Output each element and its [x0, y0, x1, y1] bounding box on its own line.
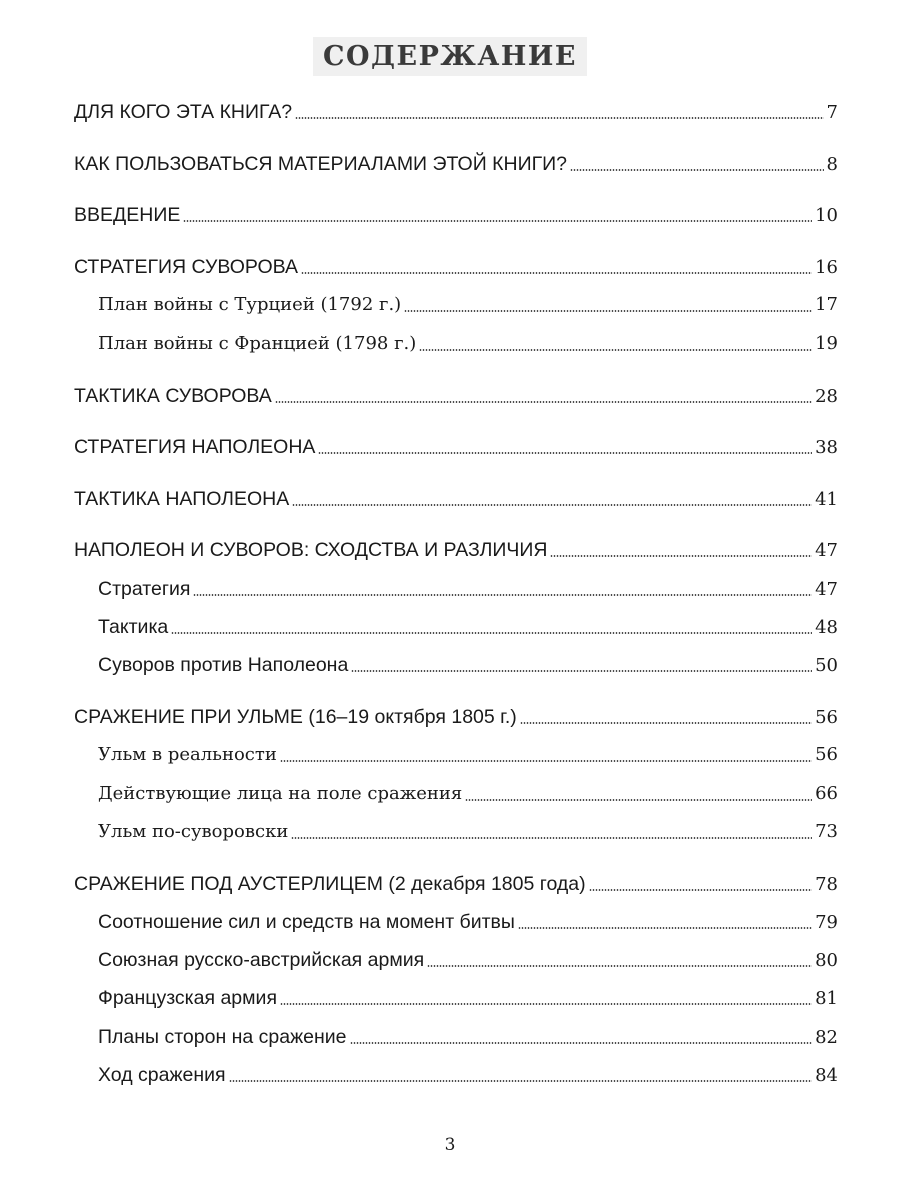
toc-heading [0, 30, 900, 82]
dot-leader [520, 722, 812, 724]
toc-entry-page: 28 [815, 386, 838, 407]
toc-subentry[interactable] [98, 819, 838, 845]
toc-entry-title: СТРАТЕГИЯ НАПОЛЕОНА [74, 436, 316, 458]
dot-leader [589, 889, 813, 891]
toc-subentry[interactable] [98, 909, 838, 935]
toc-entry-title: Стратегия [98, 578, 191, 600]
toc-entry-title: Ульм в реальности [98, 744, 277, 765]
toc-entry[interactable] [74, 704, 838, 730]
toc-entry[interactable] [74, 537, 838, 563]
dot-leader [275, 401, 812, 403]
toc-entry-title: Действующие лица на поле сражения [98, 783, 463, 804]
toc-entry[interactable] [74, 202, 838, 228]
toc-entry-page: 19 [815, 333, 838, 354]
toc-subentry[interactable] [98, 331, 838, 357]
toc-entry[interactable] [74, 486, 838, 512]
dot-leader [570, 169, 824, 171]
toc-subentry[interactable] [98, 576, 838, 602]
toc-entry-page: 56 [815, 744, 838, 765]
toc-entry-page: 41 [815, 489, 838, 510]
toc-entry-title: СТРАТЕГИЯ СУВОРОВА [74, 256, 298, 278]
toc-entry-page: 48 [815, 617, 838, 638]
toc-entry[interactable] [74, 254, 838, 280]
toc-entry-page: 56 [815, 707, 838, 728]
dot-leader [292, 504, 812, 506]
toc-subentry[interactable] [98, 292, 838, 318]
toc-entry-page: 50 [815, 655, 838, 676]
dot-leader [280, 1003, 812, 1005]
toc-entry[interactable] [74, 99, 838, 125]
toc-entry-title: Суворов против Наполеона [98, 654, 349, 676]
toc-entry-page: 8 [826, 154, 838, 175]
toc-entry[interactable] [74, 871, 838, 897]
dot-leader [404, 310, 812, 312]
dot-leader [419, 349, 812, 351]
toc-entry-page: 10 [815, 205, 838, 226]
toc-entry-title: КАК ПОЛЬЗОВАТЬСЯ МАТЕРИАЛАМИ ЭТОЙ КНИГИ? [74, 153, 568, 175]
toc-entry-title: СРАЖЕНИЕ ПОД АУСТЕРЛИЦЕМ (2 декабря 1805 года) [74, 873, 586, 895]
dot-leader [295, 117, 823, 119]
toc-entry-title: ДЛЯ КОГО ЭТА КНИГА? [74, 101, 293, 123]
toc-subentry[interactable] [98, 652, 838, 678]
toc-entry[interactable] [74, 434, 838, 460]
page-number: 3 [444, 1135, 456, 1155]
toc-entry-title: Французская армия [98, 987, 278, 1009]
toc-entry[interactable] [74, 383, 838, 409]
toc-entry-title: Тактика [98, 616, 169, 638]
toc-entry-title: Ход сражения [98, 1064, 226, 1086]
toc-subentry[interactable] [98, 1024, 838, 1050]
toc-entry-page: 84 [815, 1065, 838, 1086]
toc-entry-title: Ульм по-суворовски [98, 821, 289, 842]
dot-leader [350, 1042, 813, 1044]
toc-entry-page: 16 [815, 257, 838, 278]
dot-leader [550, 555, 812, 557]
toc-entry-title: ВВЕДЕНИЕ [74, 204, 181, 226]
toc-entry-title: Союзная русско-австрийская армия [98, 949, 425, 971]
toc-entry-page: 38 [815, 437, 838, 458]
toc-entry-page: 80 [815, 950, 838, 971]
toc-entry-page: 17 [815, 294, 838, 315]
toc-subentry[interactable] [98, 947, 838, 973]
dot-leader [318, 452, 812, 454]
toc-subentry[interactable] [98, 1062, 838, 1088]
toc-subentry[interactable] [98, 985, 838, 1011]
dot-leader [351, 670, 812, 672]
toc-entry-page: 79 [815, 912, 838, 933]
toc-entry-page: 47 [815, 579, 838, 600]
toc-entry-page: 73 [815, 821, 838, 842]
toc-entry-page: 82 [815, 1027, 838, 1048]
dot-leader [291, 837, 812, 839]
toc-entry-page: 66 [815, 783, 838, 804]
dot-leader [301, 272, 812, 274]
toc-entry-page: 81 [815, 988, 838, 1009]
toc-entry-title: План войны с Турцией (1792 г.) [98, 294, 402, 315]
toc-entry-title: ТАКТИКА СУВОРОВА [74, 385, 272, 407]
toc-subentry[interactable] [98, 614, 838, 640]
toc-entry-page: 78 [815, 874, 838, 895]
dot-leader [229, 1080, 813, 1082]
toc-heading-text: СОДЕРЖАНИЕ [313, 37, 587, 76]
toc-subentry[interactable] [98, 742, 838, 768]
dot-leader [465, 799, 812, 801]
toc-entry-title: ТАКТИКА НАПОЛЕОНА [74, 488, 290, 510]
dot-leader [280, 760, 812, 762]
toc-entry-title: Планы сторон на сражение [98, 1026, 347, 1048]
toc-entry-title: План войны с Францией (1798 г.) [98, 333, 417, 354]
toc-subentry[interactable] [98, 781, 838, 807]
toc-entry-page: 47 [815, 540, 838, 561]
toc-entry-title: СРАЖЕНИЕ ПРИ УЛЬМЕ (16–19 октября 1805 г.) [74, 706, 517, 728]
toc-entry[interactable] [74, 151, 838, 177]
dot-leader [171, 632, 812, 634]
dot-leader [183, 220, 812, 222]
toc-entry-title: НАПОЛЕОН И СУВОРОВ: СХОДСТВА И РАЗЛИЧИЯ [74, 539, 548, 561]
dot-leader [518, 927, 812, 929]
toc-entry-page: 7 [826, 102, 838, 123]
toc-entry-title: Соотношение сил и средств на момент битвы [98, 911, 515, 933]
dot-leader [427, 965, 812, 967]
dot-leader [193, 594, 812, 596]
